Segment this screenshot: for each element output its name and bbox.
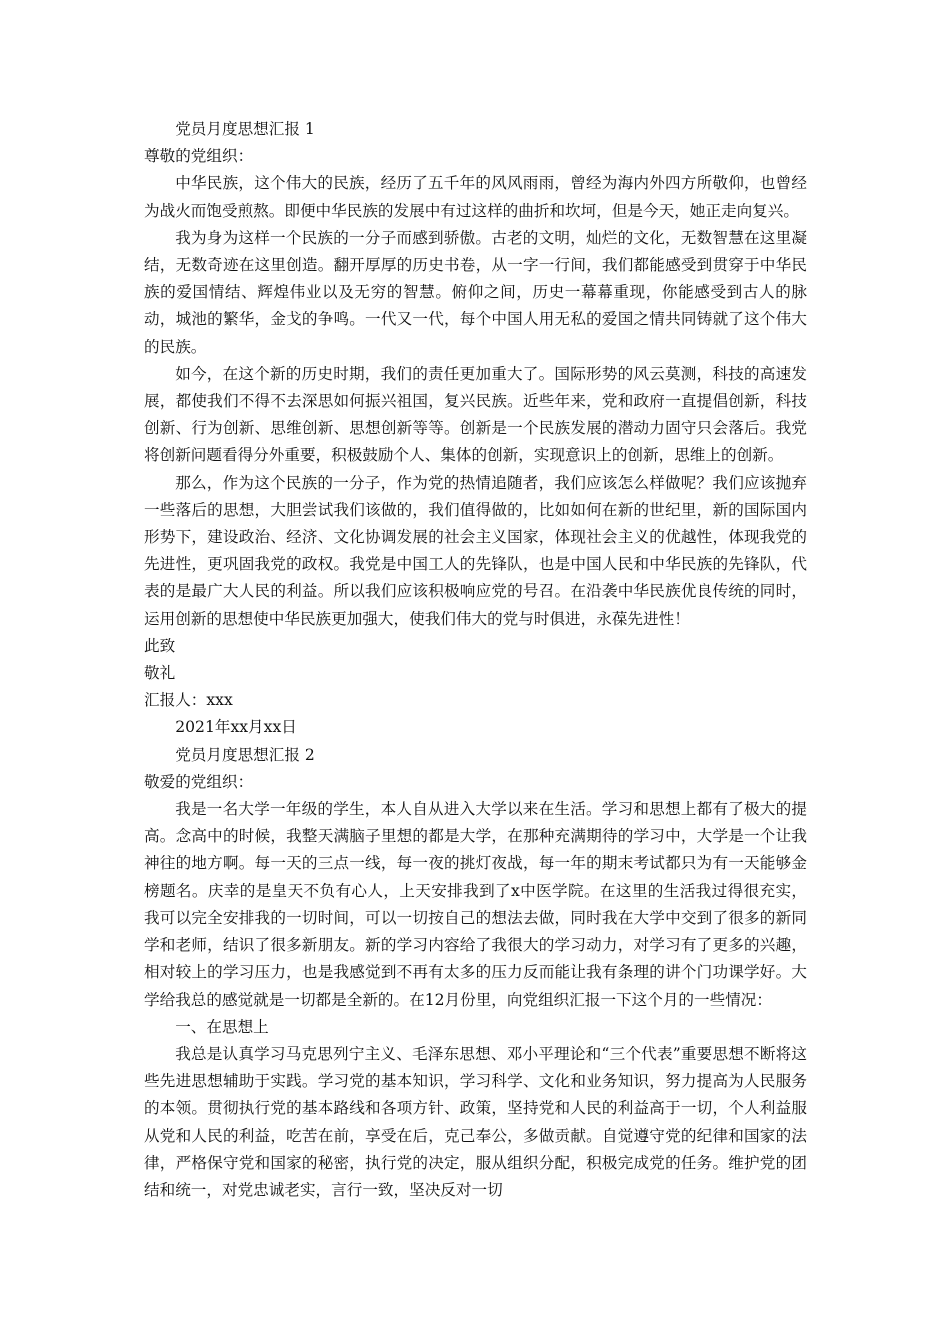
report1-paragraph: 那么，作为这个民族的一分子，作为党的热情追随者，我们应该怎么样做呢？我们应该抛弃一些落后的思想，大胆尝试我们该做的，我们值得做的，比如如何在新的世纪里，新的国际国内形势下，建设政治、经济、文化协调发展的社会主义国家，体现社会主义的优越性，体现我党的先进性，更巩固我党的政权。我党是中国工人的先锋队，也是中国人民和中华民族的先锋队，代表的是最广大人民的利益。所以我们应该积极响应党的号召。在沿袭中华民族优良传统的同时，运用创新的思想使中华民族更加强大，使我们伟大的党与时俱进，永葆先进性！ xyxy=(144,473,807,628)
report1-paragraph: 我为身为这样一个民族的一分子而感到骄傲。古老的文明，灿烂的文化，无数智慧在这里凝结，无数奇迹在这里创造。翻开厚厚的历史书卷，从一字一行间，我们都能感受到贯穿于中华民族的爱国情结、辉煌伟业以及无穷的智慧。俯仰之间，历史一幕幕重现，你能感受到古人的脉动，城池的繁华，金戈的争鸣。一代又一代，每个中国人用无私的爱国之情共同铸就了这个伟大的民族。 xyxy=(144,228,807,356)
document-page xyxy=(144,116,807,1204)
report1-closing-cizhi: 此致 xyxy=(144,636,176,655)
report2-title: 党员月度思想汇报 2 xyxy=(175,745,315,764)
report1-paragraph: 中华民族，这个伟大的民族，经历了五千年的风风雨雨，曾经为海内外四方所敬仰，也曾经为战火而饱受煎熬。即便中华民族的发展中有过这样的曲折和坎坷，但是今天，她正走向复兴。 xyxy=(144,174,807,220)
report1-closing-jingli: 敬礼 xyxy=(144,664,176,683)
report2-paragraph: 我是一名大学一年级的学生，本人自从进入大学以来在生活。学习和思想上都有了极大的提高。念高中的时候，我整天满脑子里想的都是大学，在那种充满期待的学习中，大学是一个让我神往的地方啊。每一天的三点一线，每一夜的挑灯夜战，每一年的期末考试都只为有一天能够金榜题名。庆幸的是皇天不负有心人，上天安排我到了x中医学院。在这里的生活我过得很充实，我可以完全安排我的一切时间，可以一切按自己的想法去做，同时我在大学中交到了很多的新同学和老师，结识了很多新朋友。新的学习内容给了我很大的学习动力，对学习有了更多的兴趣，相对较上的学习压力，也是我感觉到不再有太多的压力反而能让我有条理的讲个门功课学好。大学给我总的感觉就是一切都是全新的。在12月份里，向党组织汇报一下这个月的一些情况： xyxy=(144,800,807,1009)
report1-paragraph: 如今，在这个新的历史时期，我们的责任更加重大了。国际形势的风云莫测，科技的高速发展，都使我们不得不去深思如何振兴祖国，复兴民族。近些年来，党和政府一直提倡创新，科技创新、行为创新、思维创新、思想创新等等。创新是一个民族发展的潜动力固守只会落后。我党将创新问题看得分外重要，积极鼓励个人、集体的创新，实现意识上的创新，思维上的创新。 xyxy=(144,364,807,465)
report1-title: 党员月度思想汇报 1 xyxy=(175,120,315,138)
report1-date: 2021年xx月xx日 xyxy=(175,718,297,737)
report2-salutation: 敬爱的党组织： xyxy=(144,772,254,791)
report1-reporter: 汇报人：xxx xyxy=(144,691,233,710)
report2-section-paragraph: 我总是认真学习马克思列宁主义、毛泽东思想、邓小平理论和“三个代表”重要思想不断将这些先进思想辅助于实践。学习党的基本知识，学习科学、文化和业务知识，努力提高为人民服务的本领。贯彻执行党的基本路线和各项方针、政策，坚持党和人民的利益高于一切，个人利益服从党和人民的利益，吃苦在前，享受在后，克己奉公，多做贡献。自觉遵守党的纪律和国家的法律，严格保守党和国家的秘密，执行党的决定，服从组织分配，积极完成党的任务。维护党的团结和统一，对党忠诚老实，言行一致，坚决反对一切 xyxy=(144,1044,807,1199)
report1-salutation: 尊敬的党组织： xyxy=(144,147,254,166)
report2-section-heading: 一、在思想上 xyxy=(175,1017,269,1036)
